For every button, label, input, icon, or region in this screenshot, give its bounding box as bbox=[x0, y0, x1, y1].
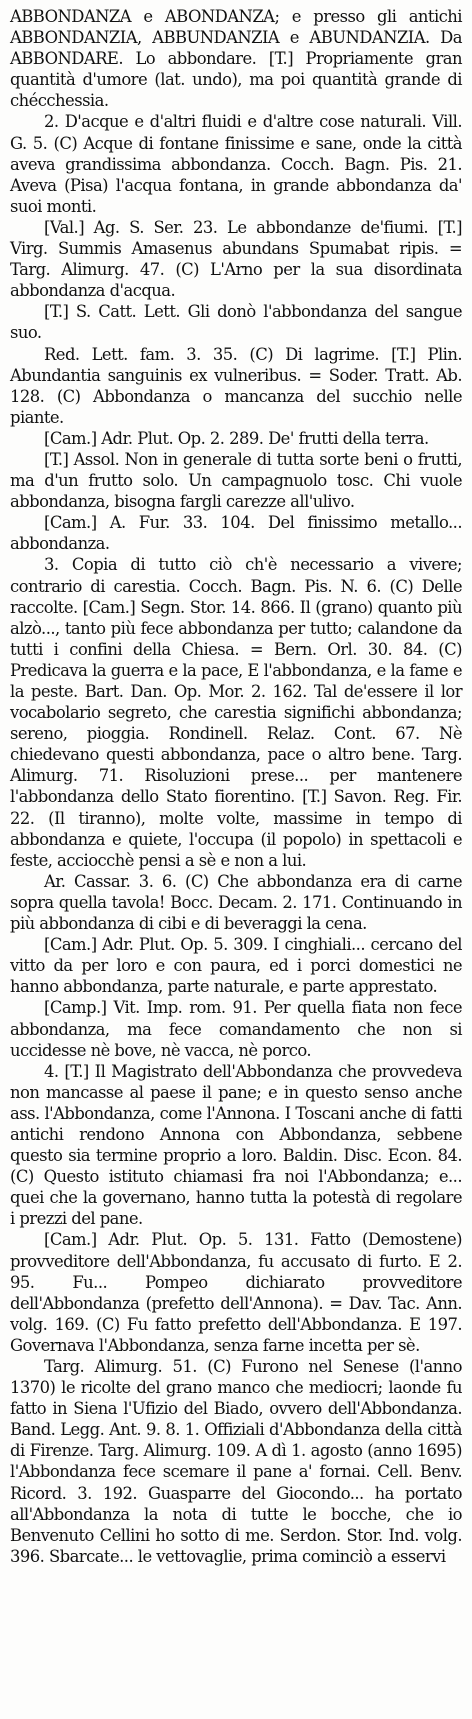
sense-2-paragraph: 2. D'acque e d'altri fluidi e d'altre cose naturali. Vill. G. 5. (C) Acque di fontane finissime e sane, onde la città aveva grandissima abbondanza. Cocch. Bagn. Pis. 21. Aveva (Pisa) l'acqua fontana, in grande abbondanza da' suoi monti. bbox=[10, 112, 462, 216]
sense-4-paragraph: 4. [T.] Il Magistrato dell'Abbondanza che provvedeva non mancasse al paese il pane; e in questo senso anche ass. l'Abbondanza, come l'Annona. I Toscani anche di fatti antichi rendono Annona con Abbondanza, sebbene questo sia termine proprio a loro. Baldin. Disc. Econ. 84. (C) Questo istituto chiamasi fra noi l'Abbondanza; e... quei che la governano, hanno tutta la potestà di regolare i prezzi del pane. bbox=[10, 1061, 462, 1229]
citation-paragraph: Targ. Alimurg. 51. (C) Furono nel Senese (l'anno 1370) le ricolte del grano manco che mediocri; laonde fu fatto in Siena l'Ufizio del Biado, ovvero dell'Abbondanza. Band. Legg. Ant. 9. 8. 1. Offiziali d'Abbondanza della città di Firenze. Targ. Alimurg. 109. A dì 1. agosto (anno 1695) l'Abbondanza fece scemare il pane a' fornai. Cell. Benv. Ricord. 3. 192. Guasparre del Giocondo... ha portato all'Abbondanza la nota di tutte le bocche, che io Benvenuto Cellini ho sotto di me. Serdon. Stor. Ind. volg. 396. Sbarcate... le vettovaglie, prima cominciò a esservi bbox=[10, 1357, 462, 1566]
citation-paragraph: Red. Lett. fam. 3. 35. (C) Di lagrime. [T.] Plin. Abundantia sanguinis ex vulneribus. = Soder. Tratt. Ab. 128. (C) Abbondanza o mancanza del succhio nelle piante. bbox=[10, 344, 462, 427]
entry-headword-paragraph: ABBONDANZA e ABONDANZA; e presso gli antichi ABBONDANZIA, ABBUNDANZIA e ABUNDANZIA. Da ABBONDARE. Lo abbondare. [T.] Propriamente gran quantità d'umore (lat. undo), ma poi quantità grande di chécchessia. bbox=[10, 7, 462, 111]
citation-paragraph: [Cam.] Adr. Plut. Op. 5. 309. I cinghiali... cercano del vitto da per loro e con paura, ed i porci domestici ne hanno abbondanza, parte naturale, e parte apprestato. bbox=[10, 935, 462, 997]
citation-paragraph: [Camp.] Vit. Imp. rom. 91. Per quella fiata non fece abbondanza, ma fece comandamento che non si uccidesse nè bove, nè vacca, nè porco. bbox=[10, 998, 462, 1060]
citation-paragraph: [T.] Assol. Non in generale di tutta sorte beni o frutti, ma d'un frutto solo. Un campagnuolo tosc. Chi vuole abbondanza, bisogna fargli carezze all'ulivo. bbox=[10, 449, 462, 512]
citation-paragraph: Ar. Cassar. 3. 6. (C) Che abbondanza era di carne sopra quella tavola! Bocc. Decam. 2. 171. Continuando in più abbondanza di cibi e di beveraggi la cena. bbox=[10, 871, 462, 934]
sense-3-paragraph: 3. Copia di tutto ciò ch'è necessario a vivere; contrario di carestia. Cocch. Bagn. Pis. N. 6. (C) Delle raccolte. [Cam.] Segn. Stor. 14. 866. Il (grano) quanto più alzò..., tanto più fece abbondanza per tutto; calandone da tutti i confini della Chiesa. = Bern. Orl. 30. 84. (C) Predicava la guerra e la pace, E l'abbondanza, e la fame e la peste. Bart. Dan. Op. Mor. 2. 162. Tal de'essere il lor vocabolario segreto, che carestia significhi abbondanza; sereno, pioggia. Rondinell. Relaz. Cont. 67. Nè chiedevano questi abbondanza, pace o altro bene. Targ. Alimurg. 71. Risoluzioni prese... per mantenere l'abbondanza dello Stato fiorentino. [T.] Savon. Reg. Fir. 22. (Il tiranno), molte volte, massime in tempo di abbondanza e quiete, l'occupa (il popolo) in spettacoli e feste, acciocchè pensi a sè e non a lui. bbox=[10, 555, 462, 870]
citation-paragraph: [T.] S. Catt. Lett. Gli donò l'abbondanza del sangue suo. bbox=[10, 302, 462, 343]
citation-paragraph: [Cam.] A. Fur. 33. 104. Del finissimo metallo... abbondanza. bbox=[10, 513, 462, 554]
citation-paragraph: [Cam.] Adr. Plut. Op. 5. 131. Fatto (Demostene) provveditore dell'Abbondanza, fu accusato di furto. E 2. 95. Fu... Pompeo dichiarato provveditore dell'Abbondanza (prefetto dell'Annona). = Dav. Tac. Ann. volg. 169. (C) Fu fatto prefetto dell'Abbondanza. E 197. Governava l'Abbondanza, senza farne incetta per sè. bbox=[10, 1230, 462, 1355]
citation-paragraph: [Val.] Ag. S. Ser. 23. Le abbondanze de'fiumi. [T.] Virg. Summis Amasenus abundans Spumabat ripis. = Targ. Alimurg. 47. (C) L'Arno per la sua disordinata abbondanza d'acqua. bbox=[10, 217, 462, 301]
citation-paragraph: [Cam.] Adr. Plut. Op. 2. 289. De' frutti della terra. bbox=[44, 428, 429, 448]
